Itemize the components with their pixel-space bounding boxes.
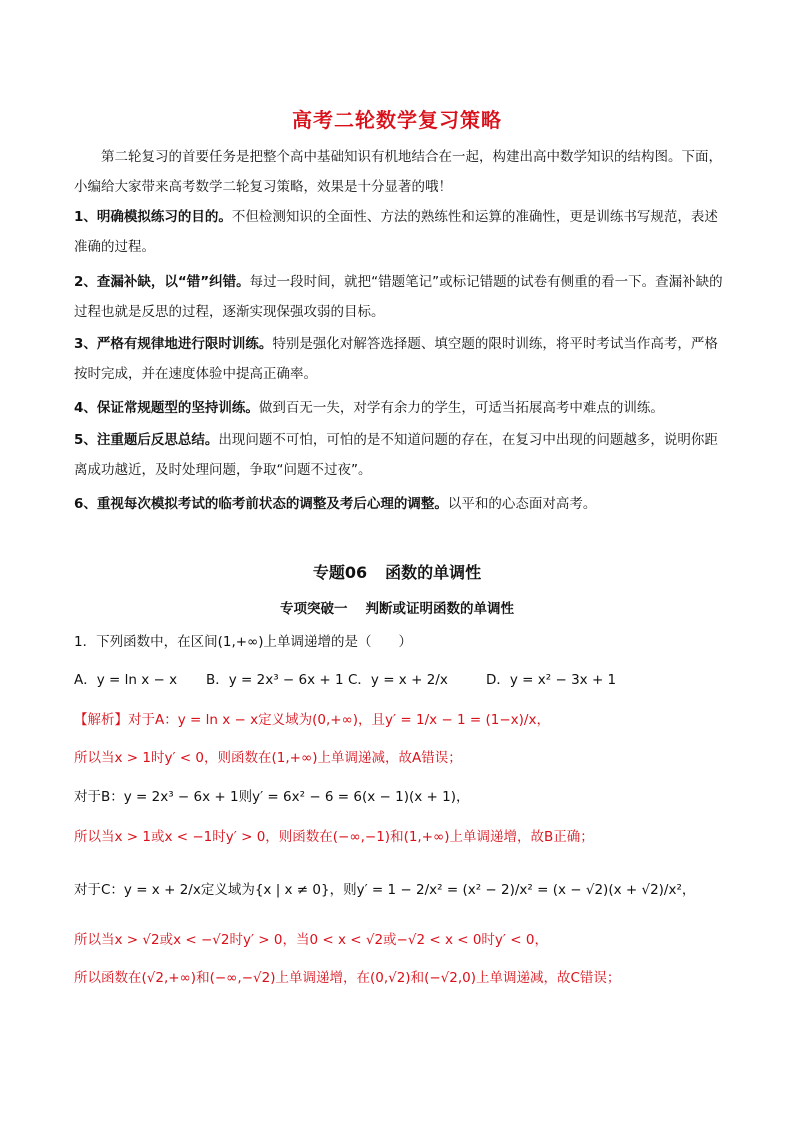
strategy-4-head: 4、保证常规题型的坚持训练。: [74, 400, 259, 416]
strategy-6-head: 6、重视每次模拟考试的临考前状态的调整及考后心理的调整。: [74, 496, 448, 512]
page-title: 高考二轮数学复习策略: [292, 108, 502, 132]
solution-line-5: 对于C：y = x + 2/x定义域为{x | x ≠ 0}，则y′ = 1 − 2/x² = (x² − 2)/x² = (x − √2)(x + √2)/x²，: [74, 882, 696, 898]
strategy-3: [74, 329, 724, 389]
solution-line-4: 所以当x > 1或x < −1时y′ > 0，则函数在(−∞,−1)和(1,+∞)上单调递增，故B正确；: [74, 829, 594, 845]
section-number: 专项突破一: [280, 601, 348, 617]
topic-heading: [0, 560, 794, 583]
strategy-6-body: 以平和的心态面对高考。: [447, 496, 597, 512]
solution-line-2: 所以当x > 1时y′ < 0，则函数在(1,+∞)上单调递减，故A错误；: [74, 750, 462, 766]
strategy-1-head: 1、明确模拟练习的目的。: [74, 209, 232, 225]
solution-line-1-text: 对于A：y = ln x − x定义域为(0,+∞)，且y′ = 1/x − 1 = (1−x)/x，: [128, 712, 550, 728]
question-stem: 1．下列函数中，在区间(1,+∞)上单调递增的是（ ）: [74, 634, 413, 650]
solution-line-1: [74, 708, 550, 728]
option-d: D．y = x² − 3x + 1: [486, 672, 617, 688]
strategy-4-body: 做到百无一失，对学有余力的学生，可适当拓展高考中难点的训练。: [258, 400, 664, 416]
section-heading: [0, 597, 794, 617]
intro-paragraph: 第二轮复习的首要任务是把整个高中基础知识有机地结合在一起，构建出高中数学知识的结构图。下面，小编给大家带来高考数学二轮复习策略，效果是十分显著的哦！: [74, 149, 722, 195]
topic-number: 专题06: [312, 563, 368, 582]
strategy-3-body: 特别是强化对解答选择题、填空题的限时训练，将平时考试当作高考，严格按时完成，并在速度体验中提高正确率。: [74, 336, 718, 382]
solution-line-7: 所以函数在(√2,+∞)和(−∞,−√2)上单调递增，在(0,√2)和(−√2,0)上单调递减，故C错误；: [74, 970, 621, 986]
strategy-6: [74, 489, 724, 519]
strategy-2-body: 每过一段时间，就把“错题笔记”或标记错题的试卷有侧重的看一下。查漏补缺的过程也就是反思的过程，逐渐实现保强攻弱的目标。: [74, 274, 723, 320]
strategy-1-body: 不但检测知识的全面性、方法的熟练性和运算的准确性，更是训练书写规范，表述准确的过程。: [74, 209, 718, 255]
strategy-5-head: 5、注重题后反思总结。: [74, 432, 219, 448]
strategy-5: [74, 425, 724, 485]
strategy-4: [74, 393, 724, 423]
strategy-3-head: 3、严格有规律地进行限时训练。: [74, 336, 273, 352]
topic-name: 函数的单调性: [385, 563, 482, 582]
option-c: C．y = x + 2/x: [348, 672, 448, 688]
option-a: A．y = ln x − x: [74, 672, 178, 688]
strategy-2-head: 2、查漏补缺，以“错”纠错。: [74, 274, 250, 290]
solution-line-6: 所以当x > √2或x < −√2时y′ > 0，当0 < x < √2或−√2 < x < 0时y′ < 0，: [74, 932, 548, 948]
solution-label: 【解析】: [74, 712, 128, 728]
option-b: B．y = 2x³ − 6x + 1: [206, 672, 344, 688]
strategy-1: [74, 202, 724, 262]
strategy-5-body: 出现问题不可怕，可怕的是不知道问题的存在，在复习中出现的问题越多，说明你距离成功越近，及时处理问题，争取“问题不过夜”。: [74, 432, 718, 478]
section-name: 判断或证明函数的单调性: [365, 601, 514, 617]
strategy-2: [74, 267, 724, 327]
solution-line-3: 对于B：y = 2x³ − 6x + 1则y′ = 6x² − 6 = 6(x − 1)(x + 1)，: [74, 789, 470, 805]
